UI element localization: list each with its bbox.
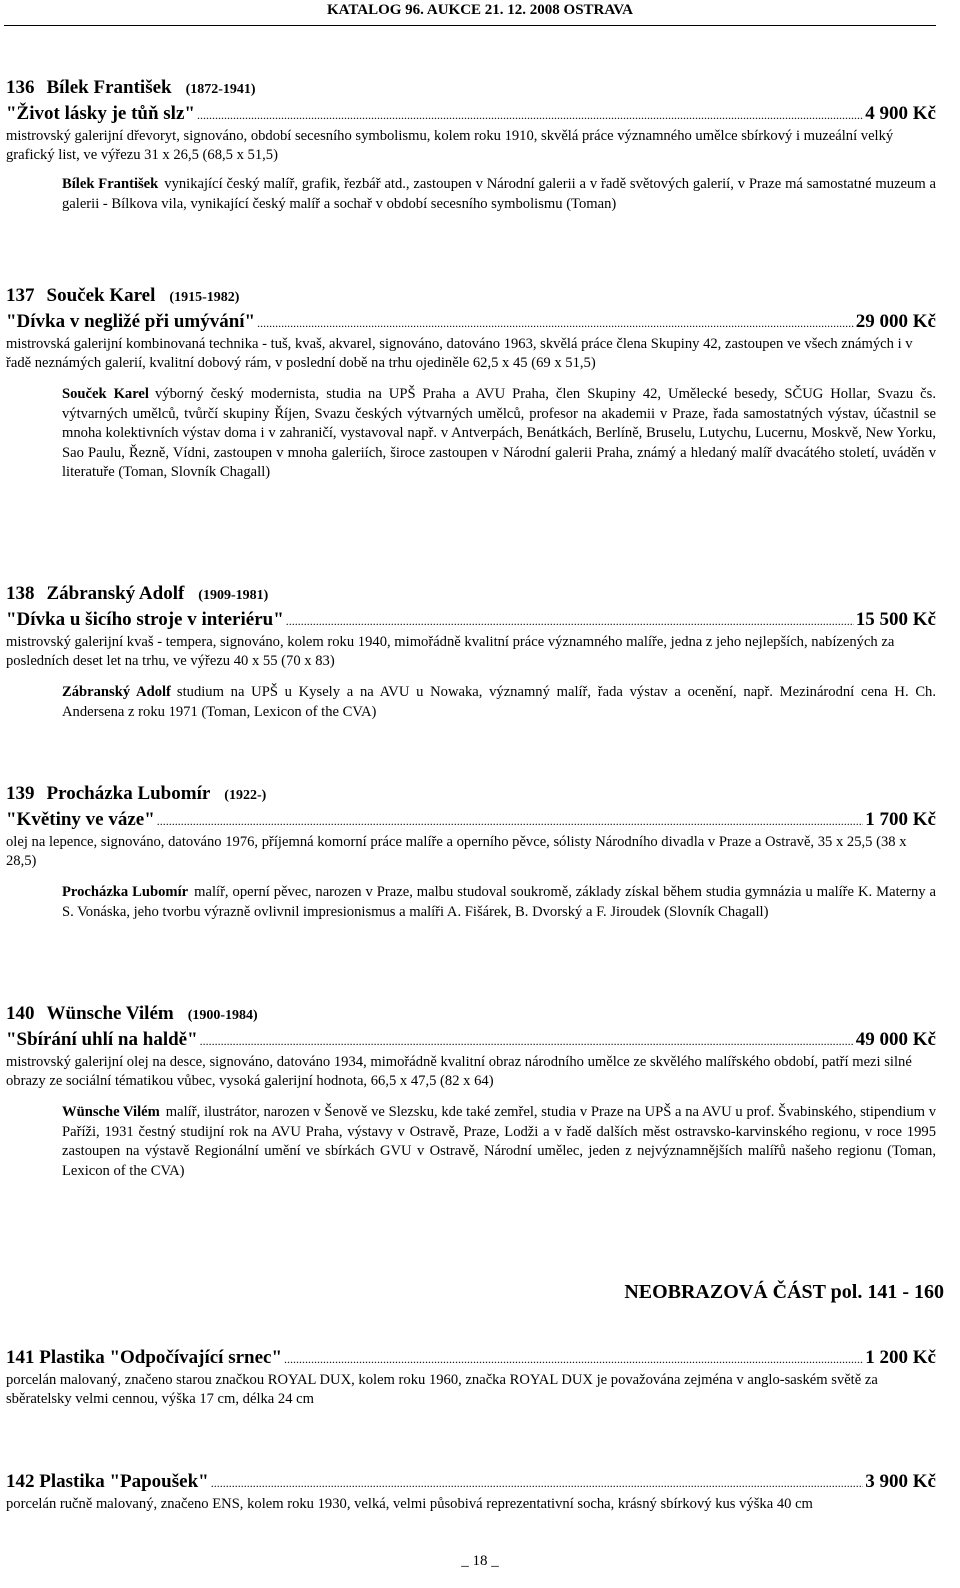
title-line: [6, 310, 936, 335]
section-title: NEOBRAZOVÁ ČÁST pol. 141 - 160: [624, 1281, 944, 1303]
lot-139: [6, 782, 936, 922]
dot-leader: [197, 103, 863, 127]
title-line: [6, 1346, 936, 1371]
bio-text: malíř, operní pěvec, narozen v Praze, malbu studoval soukromě, základy získal během studia gymnázia u malíře K. Materny a S. Vonáska, jeho tvorbu výrazně ovlivnil impresionismus a malíři A. Fišárek, B. Dvorský a F. Jiroudek (Slovník Chagall): [62, 884, 936, 920]
item-142: [6, 1470, 936, 1514]
lot-number: 139: [6, 783, 35, 804]
artist-bio: [6, 385, 936, 483]
artwork-title: "Dívka v negližé při umývání": [6, 311, 256, 332]
item-description: porcelán ručně malovaný, značeno ENS, kolem roku 1930, velká, velmi působivá reprezentativní socha, krásný sbírkový kus výška 40 cm: [6, 1496, 813, 1512]
lot-number: 136: [6, 77, 35, 98]
price: 15 500 Kč: [855, 609, 936, 630]
artwork-description: mistrovský galerijní kvaš - tempera, signováno, kolem roku 1940, mimořádně kvalitní práce významného malíře, jedna z jeho nejlepších, nabízených za posledních deset let na trhu, ve výřezu 40 x 55 (70 x 83): [6, 634, 895, 669]
price: 49 000 Kč: [855, 1029, 936, 1050]
artist-years: (1915-1982): [169, 290, 240, 305]
item-heading: 142 Plastika "Papoušek": [6, 1471, 209, 1492]
lot-138: [6, 582, 936, 722]
lot-heading: [6, 284, 936, 310]
lot-136: [6, 76, 936, 214]
bio-artist-name: Zábranský Adolf: [62, 684, 171, 700]
artist-name: Procházka Lubomír: [46, 783, 211, 804]
artist-years: (1922-): [224, 788, 267, 803]
header-divider: [4, 25, 936, 26]
title-line: [6, 102, 936, 127]
artwork-title: "Květiny ve váze": [6, 809, 155, 830]
artist-bio: [6, 883, 936, 922]
item-141: [6, 1346, 936, 1409]
artist-bio: [6, 683, 936, 722]
artwork-title: "Dívka u šicího stroje v interiéru": [6, 609, 284, 630]
bio-artist-name: Souček Karel: [62, 386, 149, 402]
dot-leader: [157, 809, 864, 833]
price: 1 200 Kč: [865, 1347, 936, 1368]
artist-years: (1872-1941): [185, 82, 256, 97]
lot-137: [6, 284, 936, 483]
page-number: _ 18 _: [461, 1553, 499, 1569]
item-heading: 141 Plastika "Odpočívající srnec": [6, 1347, 283, 1368]
lot-number: 137: [6, 285, 35, 306]
bio-artist-name: Wünsche Vilém: [62, 1104, 160, 1120]
lot-heading: [6, 782, 936, 808]
artwork-title: "Sbírání uhlí na haldě": [6, 1029, 198, 1050]
artwork-description: mistrovský galerijní dřevoryt, signováno, období secesního symbolismu, kolem roku 1910, skvělá práce významného umělce sbírkový i muzeální velký grafický list, ve výřezu 31 x 26,5 (68,5 x 51,5): [6, 128, 894, 163]
lot-140: [6, 1002, 936, 1181]
bio-artist-name: Procházka Lubomír: [62, 884, 189, 900]
title-line: [6, 608, 936, 633]
lot-heading: [6, 1002, 936, 1028]
price: 1 700 Kč: [865, 809, 936, 830]
artwork-description: mistrovská galerijní kombinovaná technika - tuš, kvaš, akvarel, signováno, datováno 1963, skvělá práce člena Skupiny 42, zastoupen ve všech známých i v řadě neznámých galerií, kvalitní dobový rám, v poslední době na trhu ojediněle 62,5 x 45 (69 x 51,5): [6, 336, 913, 371]
artwork-title: "Život lásky je tůň slz": [6, 103, 195, 124]
title-line: [6, 808, 936, 833]
artist-bio: [6, 1103, 936, 1181]
price: 29 000 Kč: [855, 311, 936, 332]
dot-leader: [284, 1347, 863, 1371]
bio-text: studium na UPŠ u Kysely a na AVU u Nowaka, významný malíř, řada výstav a ocenění, např. Mezinárodní cena H. Ch. Andersena z roku 1971 (Toman, Lexicon of the CVA): [62, 684, 936, 720]
lot-number: 140: [6, 1003, 35, 1024]
dot-leader: [286, 609, 854, 633]
title-line: [6, 1470, 936, 1495]
bio-text: vynikající český malíř, grafik, řezbář atd., zastoupen v Národní galerii a v řadě světových galerií, v Praze má samostatné muzeum a galerii - Bílkova vila, vynikající český malíř a sochař v období secesního symbolismu (Toman): [62, 176, 937, 212]
lot-heading: [6, 582, 936, 608]
title-line: [6, 1028, 936, 1053]
dot-leader: [211, 1471, 864, 1495]
catalog-header: KATALOG 96. AUKCE 21. 12. 2008 OSTRAVA: [326, 2, 634, 18]
item-description: porcelán malovaný, značeno starou značkou ROYAL DUX, kolem roku 1960, značka ROYAL DUX je považována zejména v anglo-saském světě za sběratelsky velmi cennou, výška 17 cm, délka 24 cm: [6, 1372, 878, 1407]
bio-artist-name: Bílek František: [62, 176, 159, 192]
price: 3 900 Kč: [865, 1471, 936, 1492]
dot-leader: [257, 311, 854, 335]
artist-years: (1909-1981): [198, 588, 269, 603]
dot-leader: [200, 1029, 854, 1053]
artist-bio: [6, 175, 936, 214]
artist-name: Souček Karel: [46, 285, 156, 306]
bio-text: výborný český modernista, studia na UPŠ Praha a AVU Praha, člen Skupiny 42, Umělecké besedy, SČUG Hollar, Svazu čs. výtvarných umělců, tvůrčí skupiny Říjen, Svazu českých výtvarných umělců, profesor na akademii v Praze, řada samostatných výstav, účastnil se mnoha kolektivních výstav doma i v zahraničí, vystavoval např. v Antverpách, Benátkách, Berlíně, Bruselu, Lutychu, Lucernu, Moskvě, New Yorku, Sao Paulu, Řezně, Vídni, zastoupen v mnoha galeriích, široce zastoupen v Národní galerii Praha, známý a hledaný malíř dvacátého století, uváděn v literatuře (Toman, Slovník Chagall): [62, 386, 936, 480]
artist-years: (1900-1984): [187, 1008, 258, 1023]
price: 4 900 Kč: [865, 103, 936, 124]
lot-number: 138: [6, 583, 35, 604]
artist-name: Wünsche Vilém: [46, 1003, 174, 1024]
lot-heading: [6, 76, 936, 102]
artwork-description: olej na lepence, signováno, datováno 1976, příjemná komorní práce malíře a operního pěvce, sólisty Národního divadla v Praze a Ostravě, 35 x 25,5 (38 x 28,5): [6, 834, 907, 869]
artist-name: Bílek František: [46, 77, 172, 98]
artwork-description: mistrovský galerijní olej na desce, signováno, datováno 1934, mimořádně kvalitní obraz národního umělce ze skvělého malířského období, patří mezi silné obrazy ze sociální tématikou vůbec, vysoká galerijní hodnota, 66,5 x 47,5 (82 x 64): [6, 1054, 912, 1089]
artist-name: Zábranský Adolf: [46, 583, 185, 604]
bio-text: malíř, ilustrátor, narozen v Šenově ve Slezsku, kde také zemřel, studia v Praze na UPŠ a na AVU u prof. Švabinského, stipendium v Paříži, 1931 čestný studijní rok na AVU Praha, výstavy v Ostravě, Praze, Lodži a v řadě dalších měst ostravsko-karvinského regionu, v roce 1995 zastoupen na výstavě Regionální umění ve sbírkách GVU v Ostravě, Národní umělec, jeden z nejvýznamnějších malířů našeho regionu (Toman, Lexicon of the CVA): [62, 1104, 936, 1179]
